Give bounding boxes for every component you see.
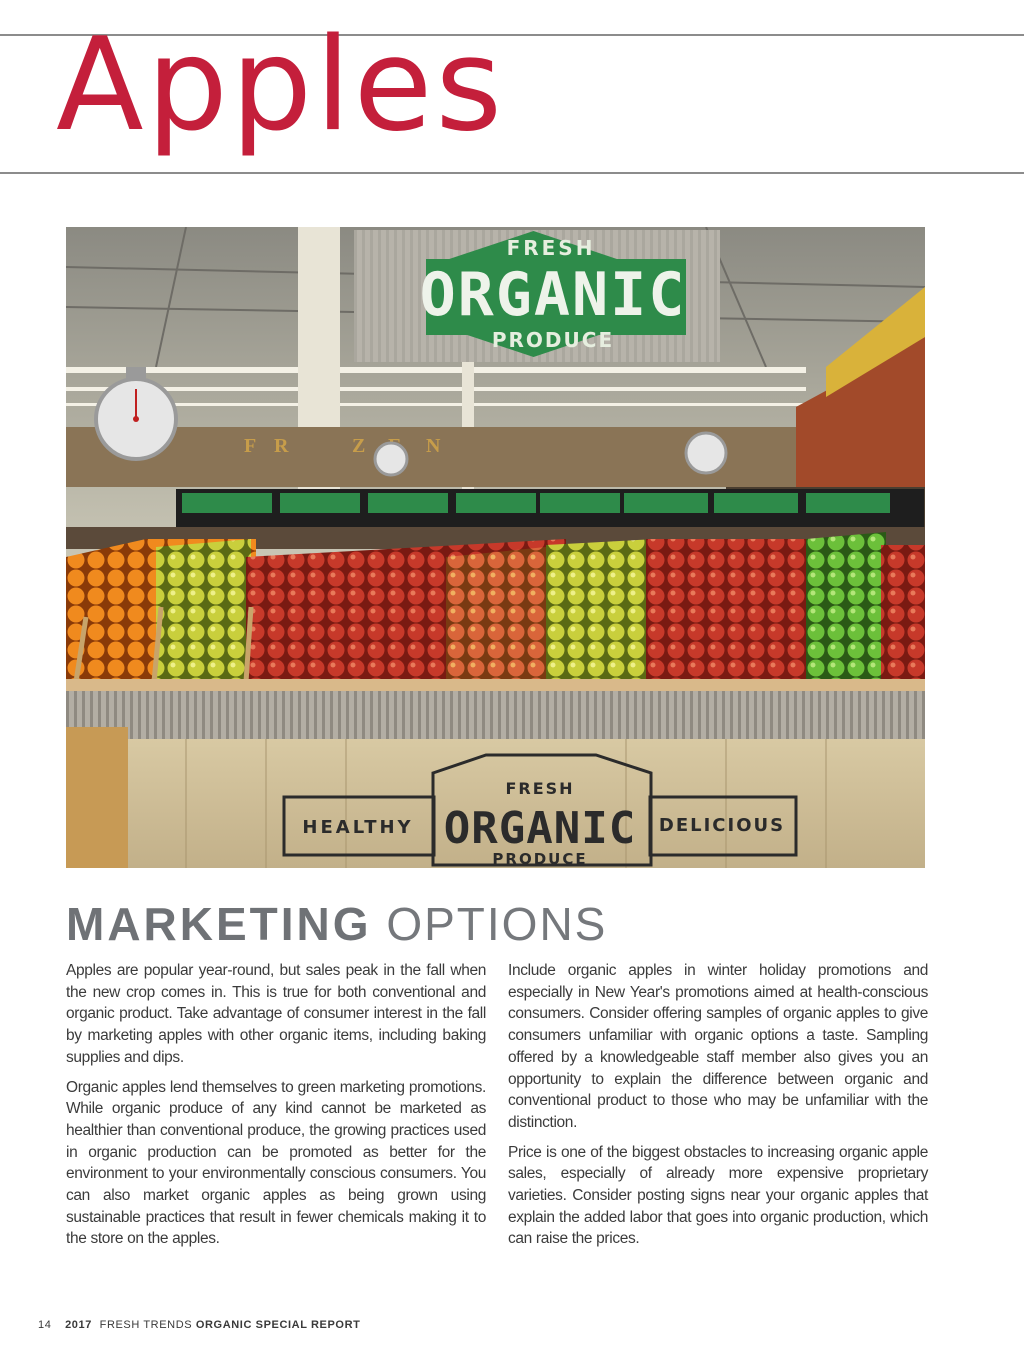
wall-letter: Z: [352, 435, 366, 457]
page-footer: [38, 1319, 360, 1331]
svg-text:PRODUCE: PRODUCE: [492, 850, 588, 868]
page-number: 14: [38, 1319, 52, 1331]
svg-text:ORGANIC: ORGANIC: [443, 803, 637, 854]
overhead-organic-sign: [354, 230, 720, 362]
svg-text:HEALTHY: HEALTHY: [302, 817, 414, 838]
paragraph: Organic apples lend themselves to green marketing promotions. While organic produce of any kind cannot be marketed as healthier than conventional produce, the growing practices used in organic production can be promoted as better for the environment to your environmentally conscious consumers. You can also market organic apples as being grown using sustainable practices that result in fewer chemicals making it to the store on the apples.: [66, 1078, 486, 1248]
heading-bold: MARKETING: [66, 898, 372, 950]
title-bottom-rule: [0, 172, 1024, 174]
svg-text:FRESH: FRESH: [505, 779, 575, 798]
right-column: [508, 960, 928, 1258]
wall-letter: F: [244, 435, 257, 457]
svg-text:PRODUCE: PRODUCE: [491, 328, 615, 352]
svg-text:ORGANIC: ORGANIC: [419, 260, 687, 330]
heading-light: OPTIONS: [386, 898, 608, 950]
section-heading: [66, 898, 607, 950]
paragraph: Price is one of the biggest obstacles to increasing organic apple sales, especially of already more expensive proprietary varieties. Consider posting signs near your organic apples that explain the added labor that goes into organic production, which can raise the prices.: [508, 1143, 928, 1248]
svg-text:DELICIOUS: DELICIOUS: [658, 815, 786, 836]
page-title: Apples: [56, 11, 506, 160]
footer-year: 2017: [65, 1319, 92, 1331]
footer-brand: FRESH TRENDS: [99, 1319, 193, 1331]
produce-display-photo: [66, 227, 925, 868]
wall-letter: R: [274, 435, 289, 457]
paragraph: Include organic apples in winter holiday promotions and especially in New Year's promotions aimed at health-conscious consumers. Consider offering samples of organic apples to give consumers unfamiliar with organic options a taste. Sampling offered by a knowledgeable staff member also gives you an opportunity to explain the difference between organic and conventional product to those who may be unfamiliar with the distinction.: [508, 962, 928, 1131]
wall-letter: N: [426, 435, 441, 457]
footer-report: ORGANIC SPECIAL REPORT: [195, 1319, 361, 1331]
left-column: [66, 960, 486, 1258]
svg-text:FRESH: FRESH: [506, 236, 596, 260]
paragraph: Apples are popular year-round, but sales peak in the fall when the new crop comes in. This is true for both conventional and organic product. Take advantage of consumer interest in the fall by marketing apples with other organic items, including baking supplies and dips.: [66, 962, 486, 1066]
